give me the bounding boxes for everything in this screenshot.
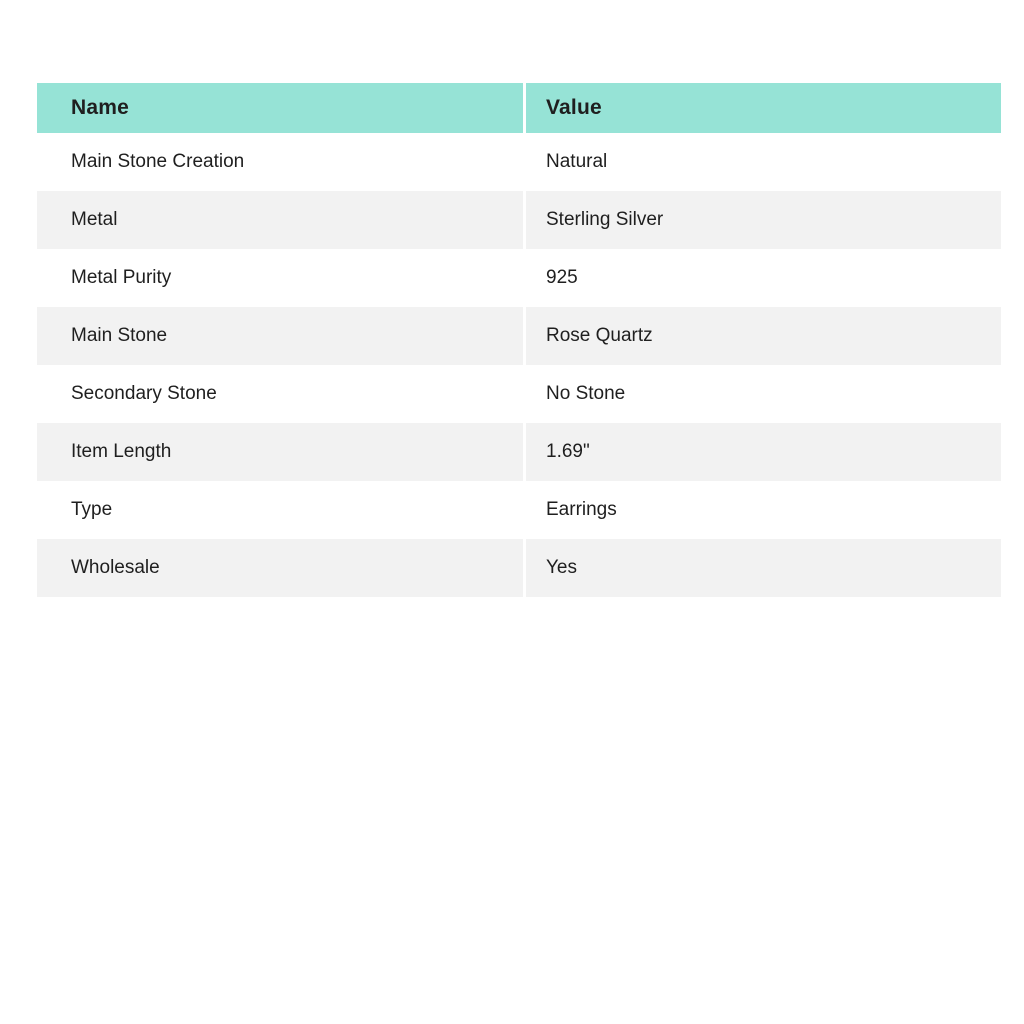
table-row: [37, 365, 1001, 423]
table-row: [37, 249, 1001, 307]
table-body: [37, 133, 1001, 597]
table-row: [37, 191, 1001, 249]
table-row: [37, 133, 1001, 191]
attribute-value-cell: No Stone: [523, 365, 1001, 423]
product-spec-table: [37, 83, 1001, 597]
attribute-name-cell: Secondary Stone: [71, 383, 217, 404]
attribute-value-cell: Rose Quartz: [523, 307, 1001, 365]
attribute-name-cell: Main Stone Creation: [71, 151, 245, 172]
column-header-name: Name: [71, 96, 129, 119]
table-row: [37, 307, 1001, 365]
attribute-name-cell: Wholesale: [71, 557, 160, 578]
attribute-value-cell: Natural: [523, 133, 1001, 191]
attribute-value-cell: 925: [523, 249, 1001, 307]
table-row: [37, 539, 1001, 597]
attribute-name-cell: Metal Purity: [71, 267, 172, 288]
table-header-row: [37, 83, 1001, 133]
attribute-name-cell: Main Stone: [71, 325, 168, 346]
attribute-name-cell: Metal: [71, 209, 118, 230]
attribute-value-cell: Yes: [523, 539, 1001, 597]
attribute-name-cell: Item Length: [71, 441, 172, 462]
attribute-value-cell: 1.69": [523, 423, 1001, 481]
attribute-value-cell: Sterling Silver: [523, 191, 1001, 249]
attribute-value-cell: Earrings: [523, 481, 1001, 539]
table-row: [37, 481, 1001, 539]
table-row: [37, 423, 1001, 481]
column-header-value: Value: [523, 83, 1001, 133]
attribute-name-cell: Type: [71, 499, 113, 520]
